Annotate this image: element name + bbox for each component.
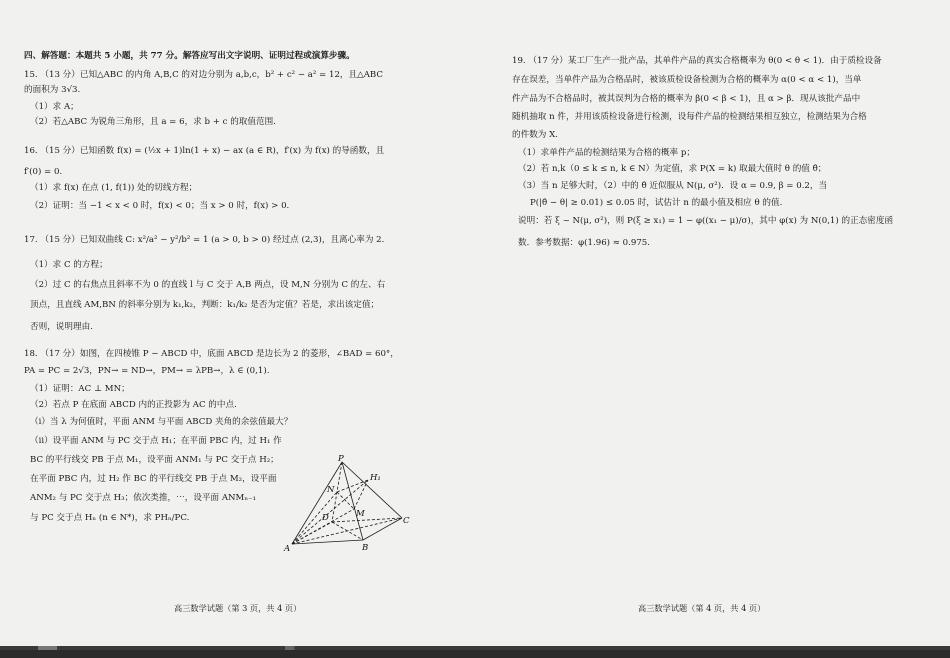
q17-stem: 17. （15 分）已知双曲线 C: x²/a² − y²/b² = 1 (a > 0, b > 0) 经过点 (2,3)，且离心率为 2.	[24, 235, 385, 245]
q19-stem-line1: 19. （17 分）某工厂生产一批产品，其单件产品的真实合格概率为 θ(0 < θ < 1)．由于质检设备	[512, 56, 882, 66]
q18-sub1: （ⅰ）当 λ 为何值时，平面 ANM 与平面 ABCD 夹角的余弦值最大？	[30, 417, 293, 427]
q17-part2-line2: 顶点，且直线 AM,BN 的斜率分别为 k₁,k₂，判断：k₁/k₂ 是否为定值？若是，求出该定值；	[30, 300, 380, 310]
q19-note-line2: 数．参考数据：φ(1.96) ≈ 0.975.	[518, 238, 651, 248]
q15-stem-line2: 的面积为 3√3.	[24, 85, 81, 95]
q17-part2-line1: （2）过 C 的右焦点且斜率不为 0 的直线 l 与 C 交于 A,B 两点，设 M,N 分别为 C 的左、右	[30, 280, 386, 290]
q18-sub2-line3: 在平面 PBC 内，过 H₂ 作 BC 的平行线交 PB 于点 M₂，设平面	[30, 474, 277, 484]
q15-stem-line1: 15. （13 分）已知△ABC 的内角 A,B,C 的对边分别为 a,b,c，b² + c² − a² = 12，且△ABC	[24, 70, 383, 80]
label-m: M	[356, 509, 365, 519]
q19-part2: （2）若 n,k（0 ≤ k ≤ n, k ∈ N）为定值，求 P(X = k) 取最大值时 θ 的值 θ̂；	[518, 164, 827, 174]
label-d: D	[322, 513, 329, 523]
pyramid-figure	[280, 452, 410, 556]
q16-stem-line1: 16. （15 分）已知函数 f(x) = (½x + 1)ln(1 + x) − ax (a ∈ R)，f′(x) 为 f(x) 的导函数，且	[24, 146, 385, 156]
q19-stem-line4: 随机抽取 n 件，并用该质检设备进行检测，设每件产品的检测结果相互独立，检测结果为合格	[512, 112, 867, 122]
label-b: B	[362, 543, 369, 553]
q19-stem-line5: 的件数为 X.	[512, 130, 558, 140]
q19-part1: （1）求单件产品的检测结果为合格的概率 p；	[518, 148, 695, 158]
label-c: C	[403, 516, 410, 526]
section-header: 四、解答题：本题共 5 小题，共 77 分。解答应写出文字说明、证明过程或演算步骤。	[24, 51, 355, 61]
q16-part1: （1）求 f(x) 在点 (1, f(1)) 处的切线方程；	[30, 183, 198, 193]
page-4-footer: 高三数学试题（第 4 页，共 4 页）	[638, 603, 766, 613]
q15-part1: （1）求 A；	[30, 102, 79, 112]
q19-part3-line1: （3）当 n 足够大时，（2）中的 θ̂ 近似服从 N(μ, σ²)．设 α = 0.9, β = 0.2，当	[518, 181, 828, 191]
q19-part3-line2: P(|θ̂ − θ| ≥ 0.01) ≤ 0.05 时，试估计 n 的最小值及相应 θ 的值.	[530, 198, 783, 208]
q16-stem-line2: f′(0) = 0.	[24, 167, 63, 177]
q18-stem-line1: 18. （17 分）如图，在四棱锥 P − ABCD 中，底面 ABCD 是边长为 2 的菱形，∠BAD = 60°，	[24, 349, 399, 359]
label-a: A	[284, 544, 291, 554]
label-h1: H₁	[370, 473, 381, 483]
q16-part2: （2）证明：当 −1 < x < 0 时，f(x) < 0；当 x > 0 时，f(x) > 0.	[30, 201, 290, 211]
q17-part2-line3: 否则，说明理由.	[30, 322, 93, 332]
q19-note-line1: 说明：若 ξ ~ N(μ, σ²)，则 P(ξ ≥ x₁) = 1 − φ((x₁ − μ)/σ)，其中 φ(x) 为 N(0,1) 的正态密度函	[518, 216, 894, 226]
q17-part1: （1）求 C 的方程；	[30, 260, 108, 270]
q19-stem-line2: 存在误差，当单件产品为合格品时，被该质检设备检测为合格的概率为 α(0 < α < 1)，当单	[512, 75, 862, 85]
q15-part2: （2）若△ABC 为锐角三角形，且 a = 6，求 b + c 的取值范围.	[30, 117, 276, 127]
q18-sub2-line5: 与 PC 交于点 Hₙ (n ∈ N*)，求 PHₙ/PC.	[30, 513, 190, 523]
q18-part2: （2）若点 P 在底面 ABCD 内的正投影为 AC 的中点.	[30, 400, 237, 410]
q18-sub2-line1: （ⅱ）设平面 ANM 与 PC 交于点 H₁；在平面 PBC 内，过 H₁ 作	[30, 436, 282, 446]
label-n: N	[327, 485, 335, 495]
q18-sub2-line4: ANM₂ 与 PC 交于点 H₃；依次类推，⋯，设平面 ANMₙ₋₁	[30, 493, 257, 503]
scan-edge	[0, 646, 950, 658]
q19-stem-line3: 件产品为不合格品时，被其误判为合格的概率为 β(0 < β < 1)，且 α > β．现从该批产品中	[512, 94, 861, 104]
exam-page-4	[490, 0, 950, 658]
page-3-footer: 高三数学试题（第 3 页，共 4 页）	[174, 603, 302, 613]
q18-stem-line2: PA = PC = 2√3，PN→ = ND→，PM→ = λPB→，λ ∈ (0,1).	[24, 366, 270, 376]
q18-sub2-line2: BC 的平行线交 PB 于点 M₁，设平面 ANM₁ 与 PC 交于点 H₂；	[30, 455, 279, 465]
label-p: P	[338, 454, 344, 464]
q18-part1: （1）证明：AC ⊥ MN；	[30, 384, 130, 394]
